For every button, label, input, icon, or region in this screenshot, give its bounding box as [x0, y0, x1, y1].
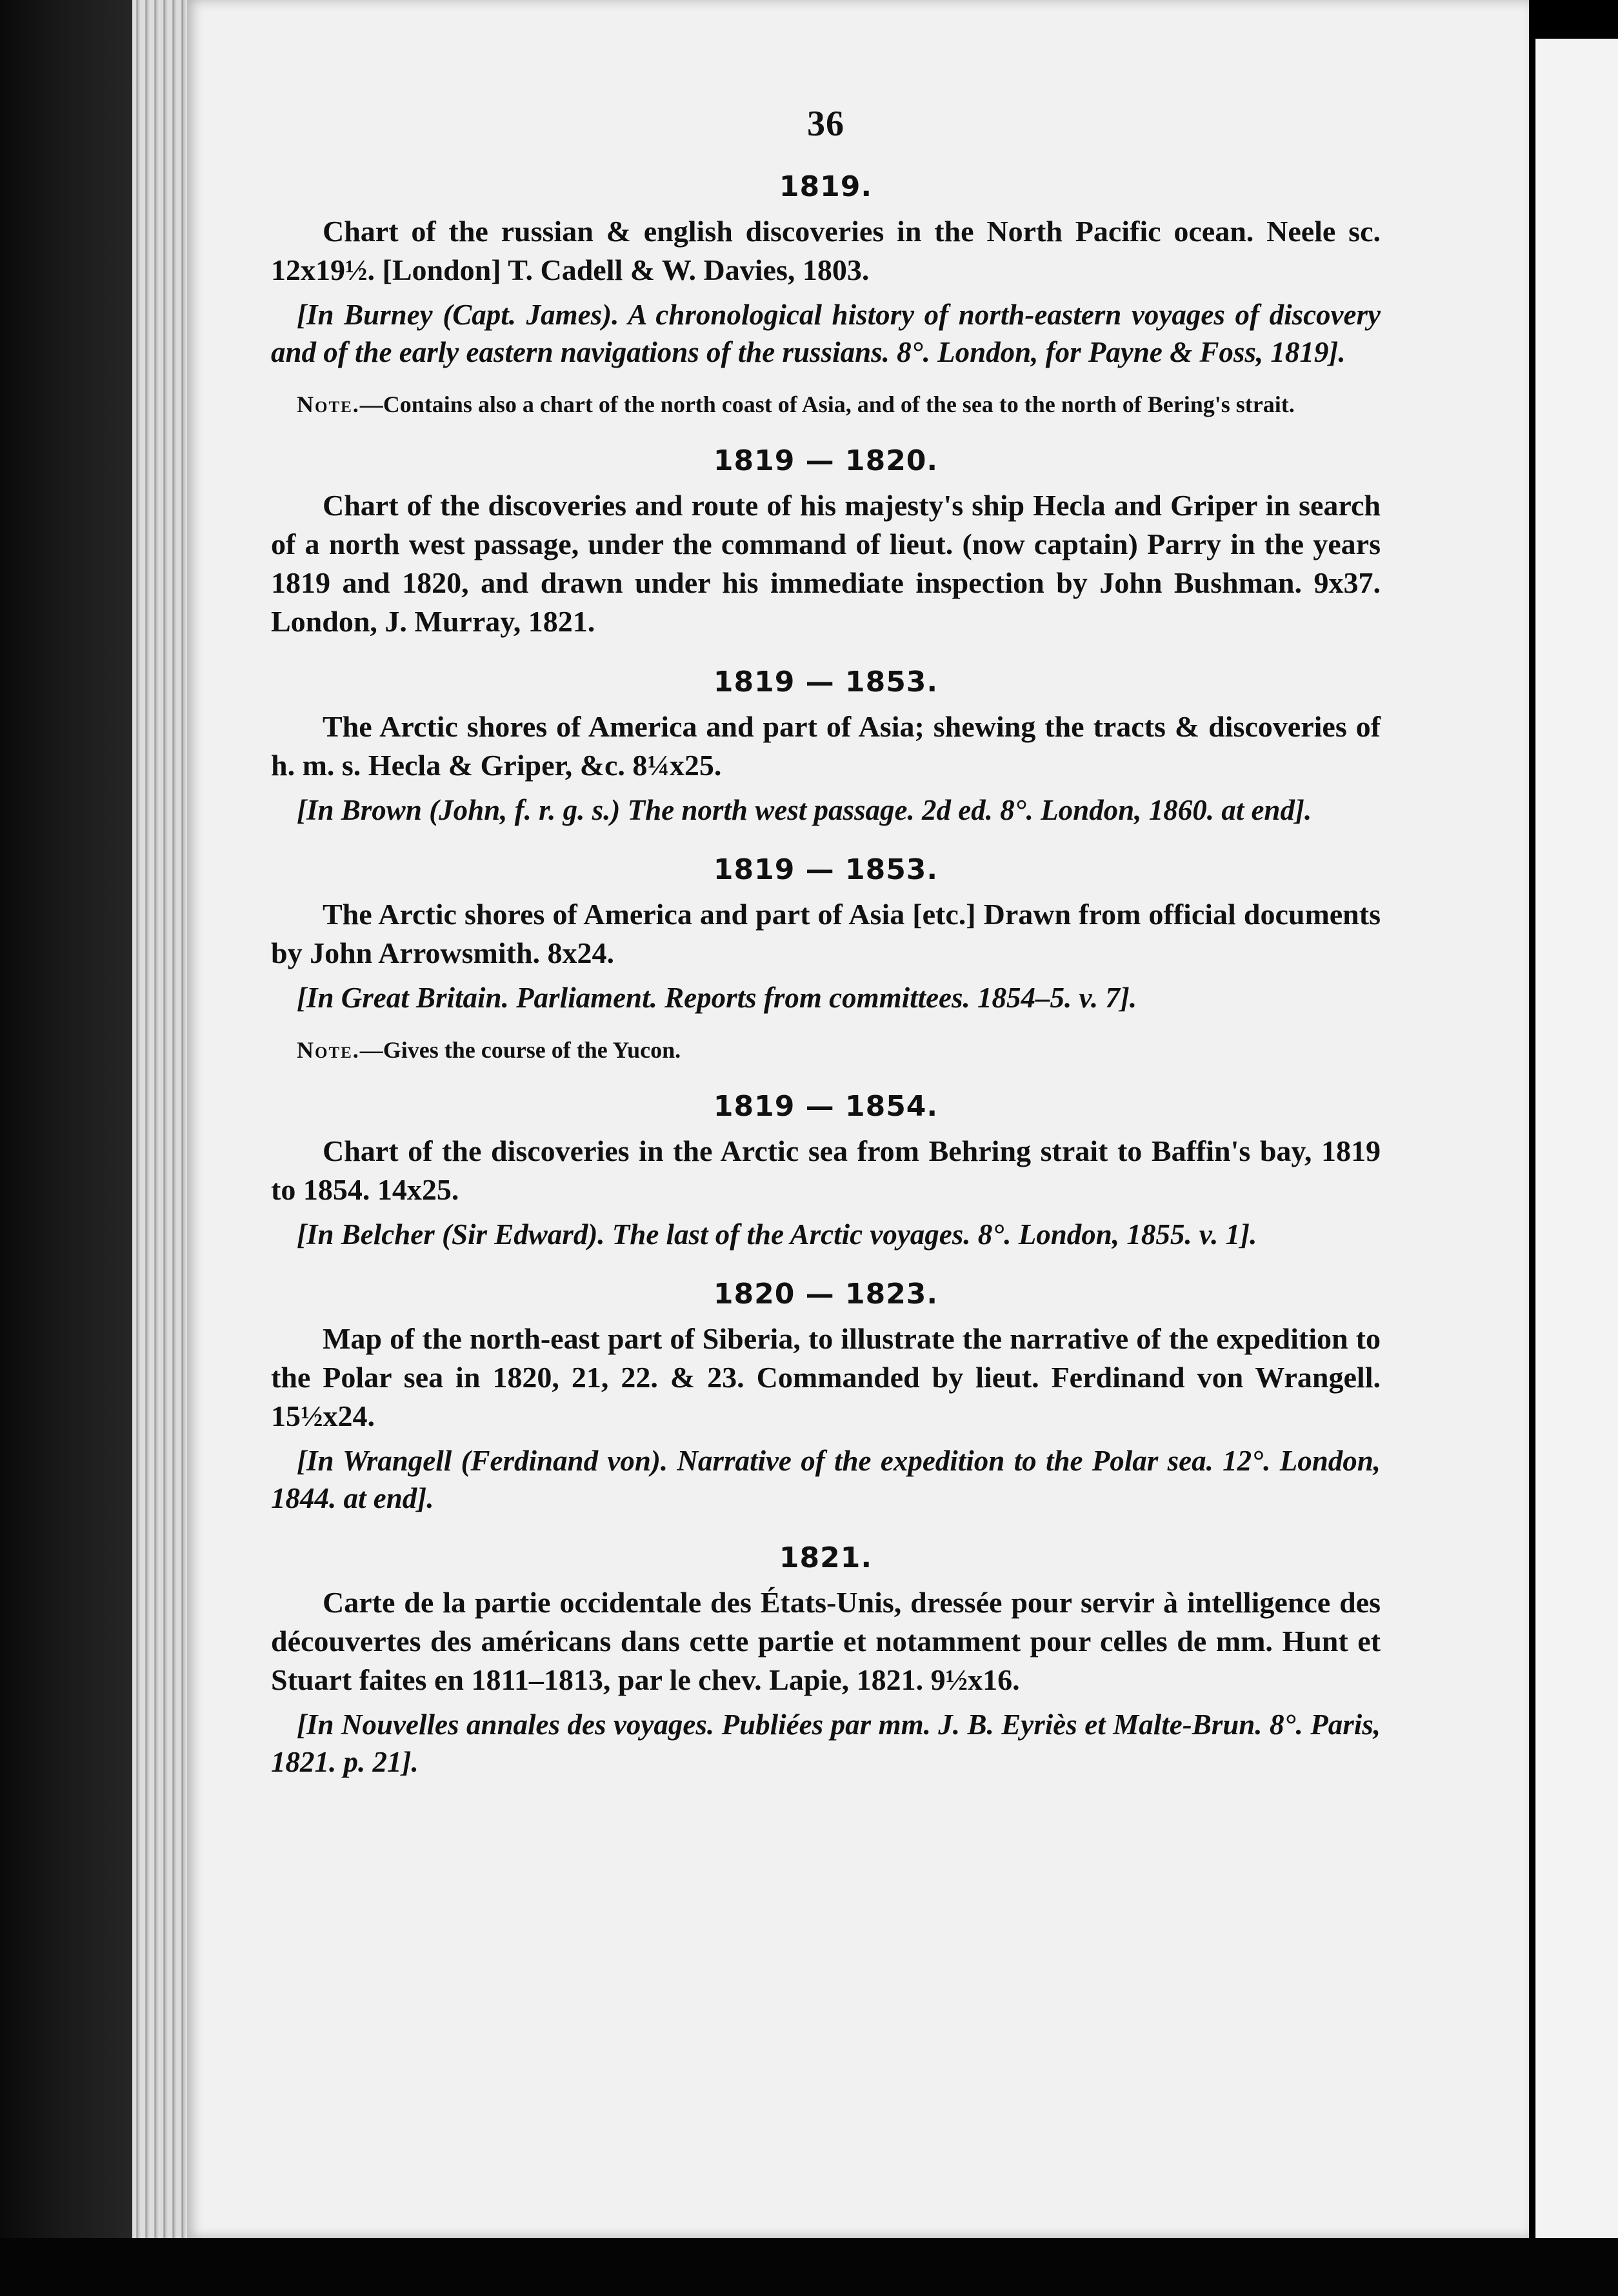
entry-description: The Arctic shores of America and part of Asia; shewing the tracts & discoveries of h. m. s. Hecla & Griper, &c. 8¼x25.: [271, 710, 1381, 782]
entry-reference: [In Burney (Capt. James). A chronological history of north-eastern voyages of discovery and of the early eastern navigations of the russians. 8°. London, for Payne & Foss, 1819].: [271, 299, 1381, 368]
entry-year: 1819 — 1820.: [713, 444, 939, 477]
entry-year: 1819 — 1853.: [713, 666, 939, 698]
entry-year: 1819 — 1853.: [713, 853, 939, 886]
entry-description: Chart of the discoveries and route of his majesty's ship Hecla and Griper in search of a north west passage, under the command of lieut. (now captain) Parry in the years 1819 and 1820, and drawn under his immediate inspection by John Bushman. 9x37. London, J. Murray, 1821.: [271, 489, 1381, 638]
entry: [271, 853, 1381, 1065]
note-text: —Gives the course of the Yucon.: [359, 1037, 681, 1063]
page-edges: [132, 0, 190, 2241]
note-text: —Contains also a chart of the north coast of Asia, and of the sea to the north of Bering's strait.: [359, 391, 1295, 417]
note-label: Note.: [297, 391, 360, 417]
entry: [271, 444, 1381, 641]
entry-note: [271, 389, 1381, 420]
entry-reference: [In Nouvelles annales des voyages. Publiées par mm. J. B. Eyriès et Malte-Brun. 8°. Paris, 1821. p. 21].: [271, 1708, 1381, 1778]
entry: [271, 170, 1381, 420]
entry-description: Chart of the discoveries in the Arctic sea from Behring strait to Baffin's bay, 1819 to 1854. 14x25.: [271, 1134, 1381, 1206]
entry-year: 1821.: [779, 1541, 873, 1574]
entry: [271, 1541, 1381, 1781]
entry-description: Carte de la partie occidentale des États-Unis, dressée pour servir à intelligence des découvertes des américans dans cette partie et notamment pour celles de mm. Hunt et Stuart faites en 1811–1813, par le chev. Lapie, 1821. 9½x16.: [271, 1586, 1381, 1696]
entry-note: [271, 1034, 1381, 1065]
note-label: Note.: [297, 1037, 360, 1063]
entry: [271, 1090, 1381, 1253]
entry-year: 1819.: [779, 170, 873, 203]
entry-description: Map of the north-east part of Siberia, to illustrate the narrative of the expedition to the Polar sea in 1820, 21, 22. & 23. Commanded by lieut. Ferdinand von Wrangell. 15½x24.: [271, 1322, 1381, 1432]
entry-description: Chart of the russian & english discoveries in the North Pacific ocean. Neele sc. 12x19½. [London] T. Cadell & W. Davies, 1803.: [271, 215, 1381, 286]
scan-bottom-margin: [0, 2238, 1618, 2296]
entry-reference: [In Brown (John, f. r. g. s.) The north west passage. 2d ed. 8°. London, 1860. at end].: [297, 794, 1312, 826]
entry-year: 1819 — 1854.: [713, 1090, 939, 1123]
entry: [271, 1278, 1381, 1517]
adjacent-page-sliver: [1532, 39, 1618, 2238]
page-number: 36: [807, 104, 844, 144]
entry: [271, 666, 1381, 829]
page-content: [271, 103, 1381, 1805]
entry-year: 1820 — 1823.: [713, 1278, 939, 1311]
entry-reference: [In Wrangell (Ferdinand von). Narrative of the expedition to the Polar sea. 12°. London, 1844. at end].: [271, 1445, 1381, 1514]
entry-reference: [In Belcher (Sir Edward). The last of the Arctic voyages. 8°. London, 1855. v. 1].: [297, 1218, 1257, 1251]
entry-description: The Arctic shores of America and part of Asia [etc.] Drawn from official documents by John Arrowsmith. 8x24.: [271, 898, 1381, 969]
entry-reference: [In Great Britain. Parliament. Reports from committees. 1854–5. v. 7].: [297, 982, 1137, 1014]
